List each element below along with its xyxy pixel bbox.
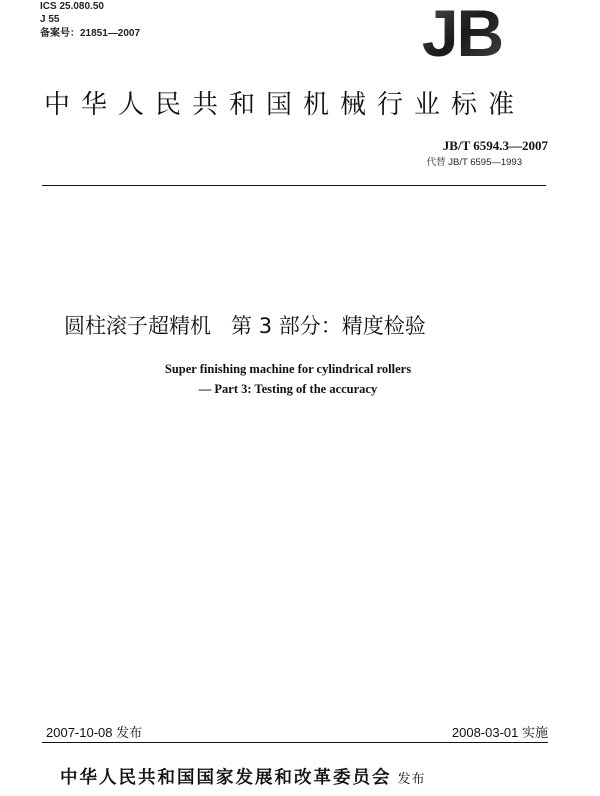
industry-standard-title: 中华人民共和国机械行业标准	[44, 90, 526, 120]
document-title-en-line1: Super finishing machine for cylindrical rollers	[164, 362, 412, 376]
jb-logo	[400, 2, 524, 60]
issuing-authority	[60, 764, 426, 789]
issuer-suffix: 发布	[397, 772, 426, 787]
header-divider	[42, 185, 546, 186]
classification-code: J 55	[40, 14, 60, 25]
issuer-name: 中华人民共和国国家发展和改革委员会	[60, 768, 392, 788]
document-title-cn: 圆柱滚子超精机 第 3 部分：精度检验	[64, 314, 426, 338]
logo-text: JB	[421, 2, 503, 60]
replaces-standard: 代替 JB/T 6595—1993	[426, 157, 522, 168]
document-title-en-line2: — Part 3: Testing of the accuracy	[198, 382, 378, 396]
standard-number: JB/T 6594.3—2007	[442, 138, 548, 153]
ics-code: ICS 25.080.50	[40, 1, 104, 12]
footer-divider	[42, 742, 548, 743]
record-number: 备案号：21851—2007	[40, 28, 141, 39]
issue-date: 2007-10-08 发布	[46, 725, 143, 740]
implementation-date: 2008-03-01 实施	[451, 725, 548, 740]
